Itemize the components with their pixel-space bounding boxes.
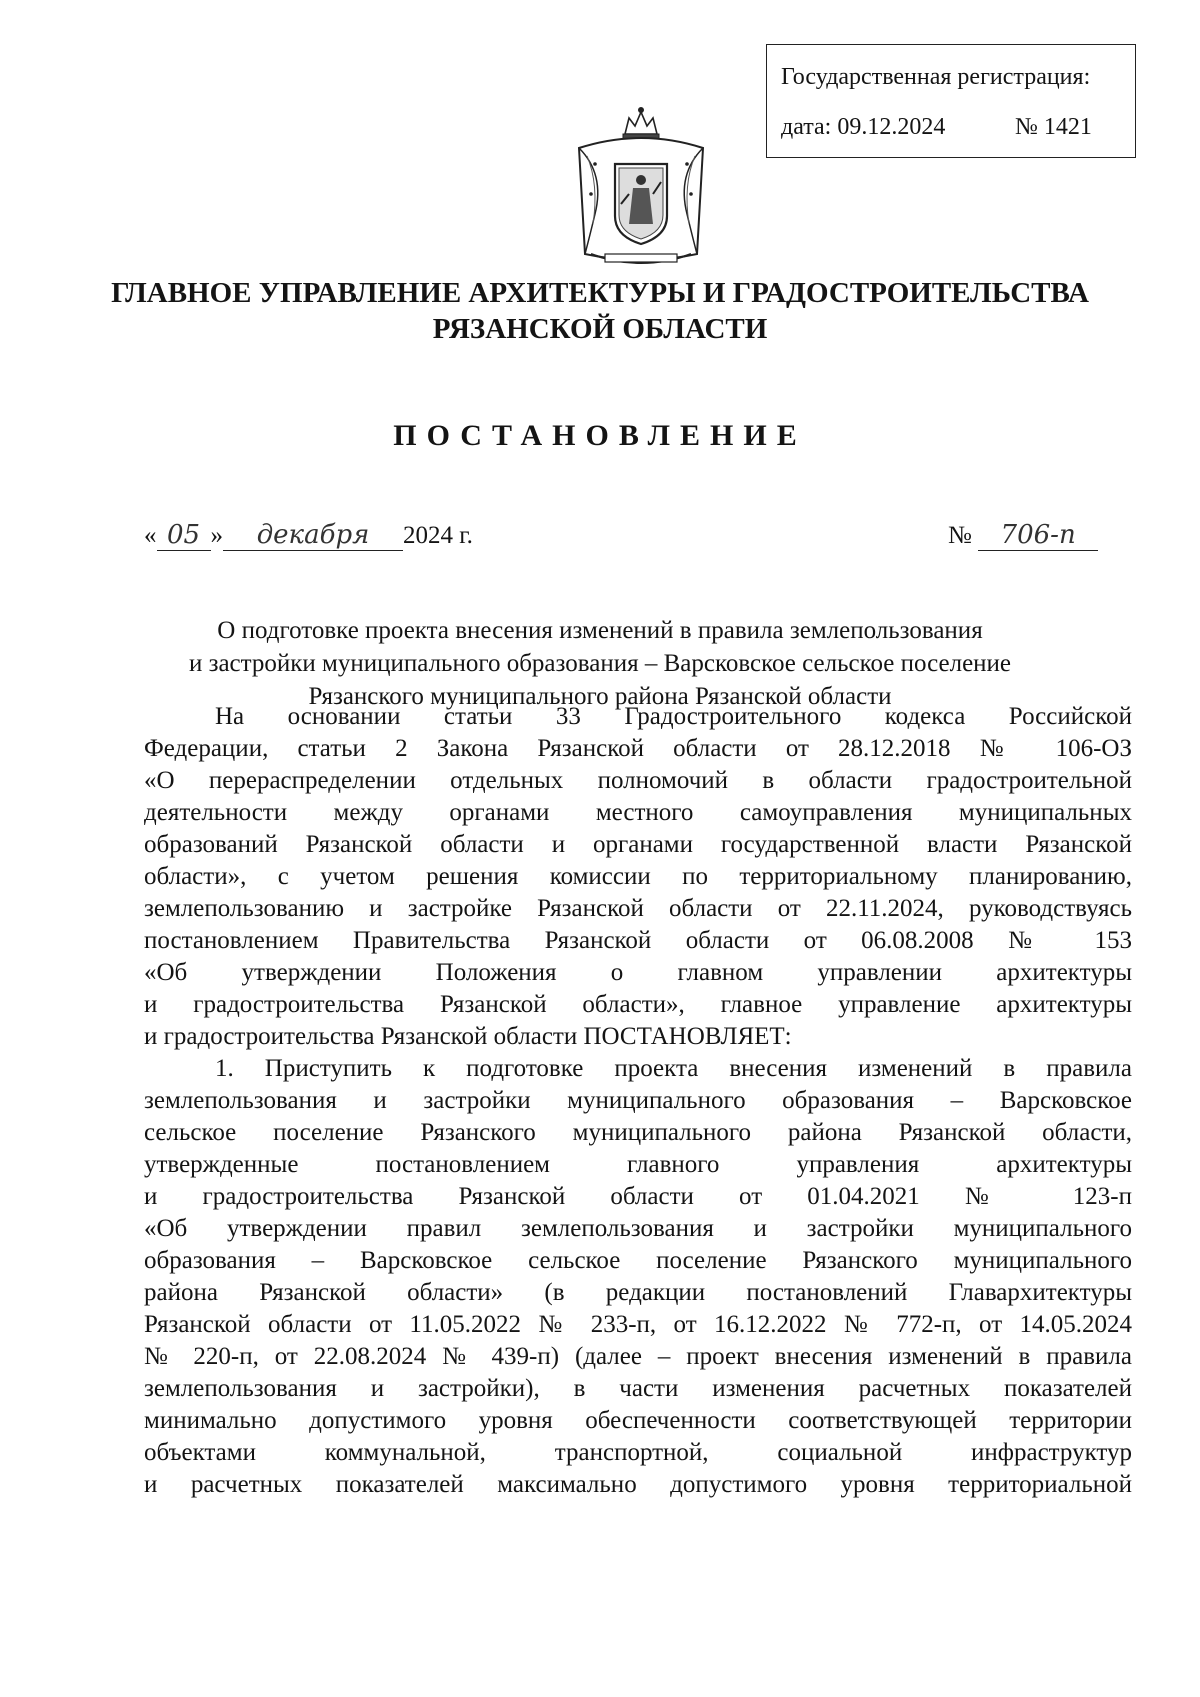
body-line: постановлением Правительства Рязанской области от 06.08.2008 № 153 [144,927,1132,954]
body-line: Федерации, статьи 2 Закона Рязанской области от 28.12.2018 № 106-ОЗ [144,735,1132,762]
body-line: «Об утверждении Положения о главном управлении архитектуры [144,959,1132,986]
document-number [948,520,1098,551]
date-month: декабря [223,520,403,551]
ryazan-coat-of-arms-icon [565,104,717,274]
body-line: землепользованию и застройке Рязанской области от 22.11.2024, руководствуясь [144,895,1132,922]
body-line: землепользования и застройки), в части изменения расчетных показателей [144,1375,1132,1402]
date-day: 05 [157,520,211,551]
body-line: 1. Приступить к подготовке проекта внесения изменений в правила [215,1055,1132,1082]
registration-date: дата: 09.12.2024 [781,114,946,140]
body-line: минимально допустимого уровня обеспеченности соответствующей территории [144,1407,1132,1434]
registration-number: № 1421 [1015,114,1092,140]
body-line: и градостроительства Рязанской области», главное управление архитектуры [144,991,1132,1018]
organization-name-line1: ГЛАВНОЕ УПРАВЛЕНИЕ АРХИТЕКТУРЫ И ГРАДОСТРОИТЕЛЬСТВА [111,277,1089,309]
body-line: сельское поселение Рязанского муниципального района Рязанской области, [144,1119,1132,1146]
body-line: образования – Варсковское сельское поселение Рязанского муниципального [144,1247,1132,1274]
number-prefix: № [948,522,972,549]
number-value: 706-п [978,520,1098,551]
document-date [144,520,473,551]
body-line: образований Рязанской области и органами государственной власти Рязанской [144,831,1132,858]
subject-line: Рязанского муниципального района Рязанской области [308,683,892,710]
subject-line: О подготовке проекта внесения изменений в правила землепользования [217,617,983,644]
date-open-quote: « [144,522,157,549]
body-line: землепользования и застройки муниципального образования – Варсковское [144,1087,1132,1114]
body-line: На основании статьи 33 Градостроительного кодекса Российской [215,703,1132,730]
body-line: и градостроительства Рязанской области от 01.04.2021 № 123-п [144,1183,1132,1210]
subject-line: и застройки муниципального образования – Варсковское сельское поселение [188,650,1012,677]
body-line: «О перераспределении отдельных полномочий в области градостроительной [144,767,1132,794]
organization-name-line2: РЯЗАНСКОЙ ОБЛАСТИ [432,313,768,345]
date-close-quote: » [210,522,223,549]
body-line: деятельности между органами местного самоуправления муниципальных [144,799,1132,826]
body-line: № 220-п, от 22.08.2024 № 439-п) (далее – проект внесения изменений в правила [144,1343,1132,1370]
date-year: 2024 г. [403,522,473,549]
document-type-title: ПОСТАНОВЛЕНИЕ [393,419,807,452]
body-line: и градостроительства Рязанской области ПОСТАНОВЛЯЕТ: [144,1023,792,1050]
body-line: и расчетных показателей максимально допустимого уровня территориальной [144,1471,1132,1498]
body-line: Рязанской области от 11.05.2022 № 233-п, от 16.12.2022 № 772-п, от 14.05.2024 [144,1311,1132,1338]
body-line: области», с учетом решения комиссии по территориальному планированию, [144,863,1132,890]
body-line: района Рязанской области» (в редакции постановлений Главархитектуры [144,1279,1132,1306]
registration-stamp [766,44,1136,158]
registration-title: Государственная регистрация: [781,64,1091,90]
body-line: объектами коммунальной, транспортной, социальной инфраструктур [144,1439,1132,1466]
body-line: утвержденные постановлением главного управления архитектуры [144,1151,1132,1178]
document-subject [140,614,1060,713]
body-line: «Об утверждении правил землепользования и застройки муниципального [144,1215,1132,1242]
